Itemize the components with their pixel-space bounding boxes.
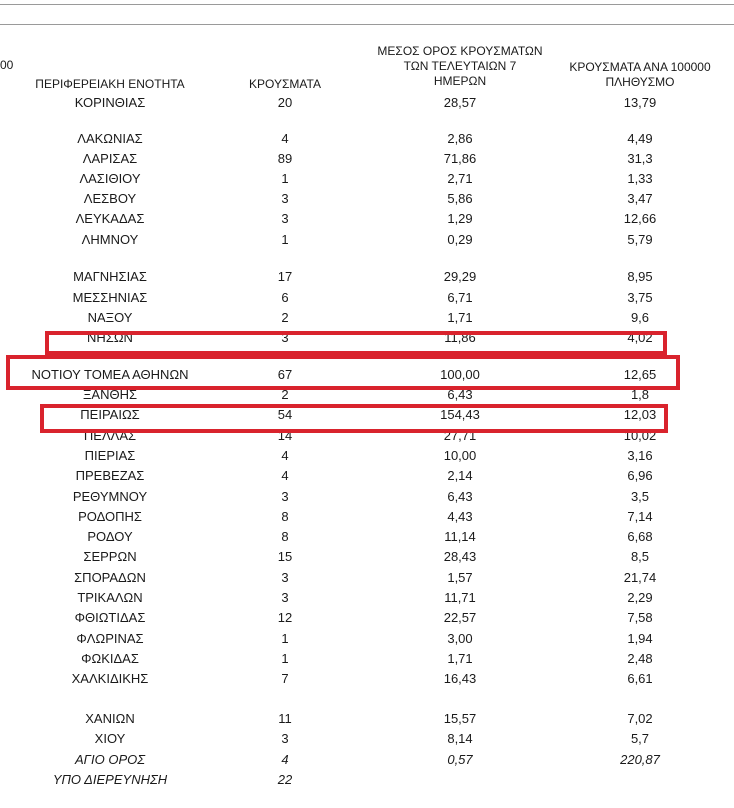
cell-per100k: 4,02 xyxy=(627,330,653,345)
cell-avg: 0,29 xyxy=(447,232,473,247)
cell-avg: 22,57 xyxy=(443,610,477,625)
column-header-avg-line1: ΜΕΣΟΣ ΟΡΟΣ ΚΡΟΥΣΜΑΤΩΝ xyxy=(377,44,543,58)
highlight-box-notiou-tomea xyxy=(6,355,680,390)
column-header-per100k-line2: ΠΛΗΘΥΣΜΟ xyxy=(605,75,675,89)
cell-region: ΝΟΤΙΟΥ ΤΟΜΕΑ ΑΘΗΝΩΝ xyxy=(31,367,189,382)
cell-region: ΠΕΛΛΑΣ xyxy=(83,428,137,443)
cell-avg: 28,43 xyxy=(443,549,477,564)
cell-per100k: 7,02 xyxy=(627,711,653,726)
table-row xyxy=(0,467,734,485)
cell-avg: 29,29 xyxy=(443,269,477,284)
cell-cases: 54 xyxy=(277,407,293,422)
cell-avg: 100,00 xyxy=(440,367,480,382)
cell-per100k: 5,7 xyxy=(630,731,650,746)
cell-cases: 1 xyxy=(281,232,289,247)
cell-cases: 15 xyxy=(277,549,293,564)
cell-avg: 1,71 xyxy=(447,310,473,325)
cell-cases: 2 xyxy=(281,310,289,325)
cell-region: ΧΙΟΥ xyxy=(94,731,126,746)
highlight-box-peiraios xyxy=(40,404,668,433)
cell-region: ΛΑΣΙΘΙΟΥ xyxy=(79,171,141,186)
cell-avg: 28,57 xyxy=(443,95,477,110)
table-row xyxy=(0,190,734,208)
table-row xyxy=(0,771,734,789)
cell-avg: 1,71 xyxy=(447,651,473,666)
cell-region: ΡΟΔΟΠΗΣ xyxy=(78,509,142,524)
table-row xyxy=(0,268,734,286)
cell-cases: 8 xyxy=(281,509,289,524)
cell-cases: 1 xyxy=(281,651,289,666)
table-row xyxy=(0,751,734,769)
table-row xyxy=(0,130,734,148)
cell-region: ΠΕΙΡΑΙΩΣ xyxy=(80,407,140,422)
cell-cases: 3 xyxy=(281,590,289,605)
header-rule xyxy=(0,24,734,25)
cell-region: ΑΓΙΟ ΟΡΟΣ xyxy=(74,752,146,767)
cell-per100k: 4,49 xyxy=(627,131,653,146)
table-row xyxy=(0,488,734,506)
cell-cases: 2 xyxy=(281,387,289,402)
cell-avg: 11,71 xyxy=(444,590,476,605)
cell-region: ΝΑΞΟΥ xyxy=(87,310,133,325)
cell-per100k: 31,3 xyxy=(627,151,653,166)
cell-cases: 4 xyxy=(281,131,289,146)
cell-per100k: 8,95 xyxy=(627,269,653,284)
cell-cases: 4 xyxy=(281,752,289,767)
cell-region: ΛΕΥΚΑΔΑΣ xyxy=(75,211,145,226)
cell-avg: 15,57 xyxy=(443,711,477,726)
column-header-cases: ΚΡΟΥΣΜΑΤΑ xyxy=(249,77,321,91)
cell-cases: 1 xyxy=(281,171,289,186)
table-row xyxy=(0,569,734,587)
column-header-avg-line2: ΤΩΝ ΤΕΛΕΥΤΑΙΩΝ 7 xyxy=(403,59,517,73)
cell-avg: 6,71 xyxy=(447,290,473,305)
cell-avg: 11,14 xyxy=(444,529,476,544)
cell-region: ΣΕΡΡΩΝ xyxy=(83,549,137,564)
cell-per100k: 3,16 xyxy=(627,448,653,463)
cell-avg: 0,57 xyxy=(447,752,473,767)
cell-per100k: 9,6 xyxy=(630,310,650,325)
cell-avg: 71,86 xyxy=(443,151,477,166)
cell-avg: 10,00 xyxy=(443,448,477,463)
cell-avg: 154,43 xyxy=(440,407,480,422)
table-row xyxy=(0,630,734,648)
cell-region: ΡΕΘΥΜΝΟΥ xyxy=(72,489,148,504)
cell-avg: 3,00 xyxy=(447,631,473,646)
table-row xyxy=(0,548,734,566)
table-row xyxy=(0,170,734,188)
cell-region: ΞΑΝΘΗΣ xyxy=(82,387,138,402)
cell-cases: 3 xyxy=(281,570,289,585)
cell-per100k: 6,68 xyxy=(627,529,653,544)
cell-avg: 6,43 xyxy=(447,387,473,402)
table-row xyxy=(0,670,734,688)
cell-per100k: 1,33 xyxy=(627,171,653,186)
cell-cases: 3 xyxy=(281,191,289,206)
table-row xyxy=(0,210,734,228)
cell-region: ΛΑΡΙΣΑΣ xyxy=(82,151,138,166)
cell-region: ΧΑΝΙΩΝ xyxy=(85,711,135,726)
cell-per100k: 7,14 xyxy=(627,509,653,524)
cell-cases: 8 xyxy=(281,529,289,544)
cell-per100k: 12,03 xyxy=(623,407,657,422)
cell-per100k: 2,29 xyxy=(627,590,653,605)
cell-cases: 7 xyxy=(281,671,289,686)
cell-cases: 3 xyxy=(281,489,289,504)
cell-cases: 6 xyxy=(281,290,289,305)
cell-avg: 2,14 xyxy=(447,468,473,483)
table-row xyxy=(0,528,734,546)
table-row xyxy=(0,730,734,748)
cell-per100k: 1,94 xyxy=(627,631,653,646)
table-row xyxy=(0,650,734,668)
cell-avg: 4,43 xyxy=(447,509,473,524)
column-header-avg xyxy=(360,44,560,89)
cell-avg: 1,29 xyxy=(447,211,473,226)
header-lead-fragment: 00 xyxy=(0,58,14,72)
column-header-per100k xyxy=(545,60,734,90)
cell-region: ΜΑΓΝΗΣΙΑΣ xyxy=(73,269,147,284)
cell-region: ΛΑΚΩΝΙΑΣ xyxy=(77,131,143,146)
column-header-avg-line3: ΗΜΕΡΩΝ xyxy=(433,74,487,88)
cell-region: ΦΩΚΙΔΑΣ xyxy=(81,651,139,666)
cell-region: ΥΠΟ ΔΙΕΡΕΥΝΗΣΗ xyxy=(52,772,168,787)
cell-region: ΡΟΔΟΥ xyxy=(87,529,133,544)
cell-per100k: 13,79 xyxy=(623,95,657,110)
cell-cases: 20 xyxy=(277,95,293,110)
cell-avg: 2,71 xyxy=(447,171,473,186)
table-row xyxy=(0,609,734,627)
cell-avg: 1,57 xyxy=(447,570,473,585)
cell-region: ΝΗΣΩΝ xyxy=(87,330,133,345)
cell-region: ΤΡΙΚΑΛΩΝ xyxy=(77,590,143,605)
table-row xyxy=(0,94,734,112)
cell-cases: 3 xyxy=(281,731,289,746)
cell-cases: 3 xyxy=(281,211,289,226)
cell-region: ΜΕΣΣΗΝΙΑΣ xyxy=(72,290,148,305)
cell-avg: 27,71 xyxy=(443,428,477,443)
column-header-per100k-line1: ΚΡΟΥΣΜΑΤΑ ΑΝΑ 100000 xyxy=(569,60,711,74)
cell-per100k: 3,47 xyxy=(627,191,653,206)
cell-cases: 1 xyxy=(281,631,289,646)
cell-per100k: 220,87 xyxy=(620,752,660,767)
table-row xyxy=(0,508,734,526)
table-row xyxy=(0,150,734,168)
cell-avg: 6,43 xyxy=(447,489,473,504)
cell-per100k: 3,75 xyxy=(627,290,653,305)
cell-cases: 4 xyxy=(281,448,289,463)
column-header-region: ΠΕΡΙΦΕΡΕΙΑΚΗ ΕΝΟΤΗΤΑ xyxy=(35,77,185,91)
cell-per100k: 12,65 xyxy=(623,367,657,382)
cell-per100k: 8,5 xyxy=(630,549,650,564)
table-row xyxy=(0,589,734,607)
cell-region: ΠΙΕΡΙΑΣ xyxy=(84,448,136,463)
cell-per100k: 1,8 xyxy=(630,387,650,402)
cell-cases: 11 xyxy=(278,711,292,726)
cell-per100k: 6,96 xyxy=(627,468,653,483)
table-row xyxy=(0,309,734,327)
cell-cases: 17 xyxy=(277,269,293,284)
cell-avg: 5,86 xyxy=(447,191,473,206)
cell-avg: 2,86 xyxy=(447,131,473,146)
cell-per100k: 12,66 xyxy=(623,211,657,226)
cell-cases: 12 xyxy=(277,610,293,625)
cell-region: ΛΕΣΒΟΥ xyxy=(83,191,137,206)
cell-region: ΦΘΙΩΤΙΔΑΣ xyxy=(74,610,146,625)
cell-region: ΣΠΟΡΑΔΩΝ xyxy=(74,570,146,585)
table-row xyxy=(0,710,734,728)
cell-region: ΚΟΡΙΝΘΙΑΣ xyxy=(74,95,146,110)
table-row xyxy=(0,447,734,465)
table-row xyxy=(0,231,734,249)
cell-per100k: 2,48 xyxy=(627,651,653,666)
cell-cases: 4 xyxy=(281,468,289,483)
cell-cases: 89 xyxy=(277,151,293,166)
cell-per100k: 3,5 xyxy=(630,489,650,504)
cell-region: ΦΛΩΡΙΝΑΣ xyxy=(76,631,144,646)
top-rule xyxy=(0,4,734,5)
cell-avg: 16,43 xyxy=(443,671,477,686)
cell-cases: 22 xyxy=(277,772,293,787)
cell-avg: 8,14 xyxy=(447,731,473,746)
cell-region: ΛΗΜΝΟΥ xyxy=(81,232,139,247)
cell-region: ΠΡΕΒΕΖΑΣ xyxy=(75,468,145,483)
cell-per100k: 7,58 xyxy=(627,610,653,625)
cell-per100k: 6,61 xyxy=(627,671,653,686)
cell-avg: 11,86 xyxy=(444,330,476,345)
cell-per100k: 21,74 xyxy=(623,570,657,585)
cell-cases: 14 xyxy=(277,428,293,443)
cell-per100k: 10,02 xyxy=(623,428,657,443)
cell-region: ΧΑΛΚΙΔΙΚΗΣ xyxy=(71,671,149,686)
cell-cases: 67 xyxy=(277,367,293,382)
table-row xyxy=(0,289,734,307)
cell-per100k: 5,79 xyxy=(627,232,653,247)
highlight-box-nison xyxy=(45,331,667,355)
cell-cases: 3 xyxy=(281,330,289,345)
